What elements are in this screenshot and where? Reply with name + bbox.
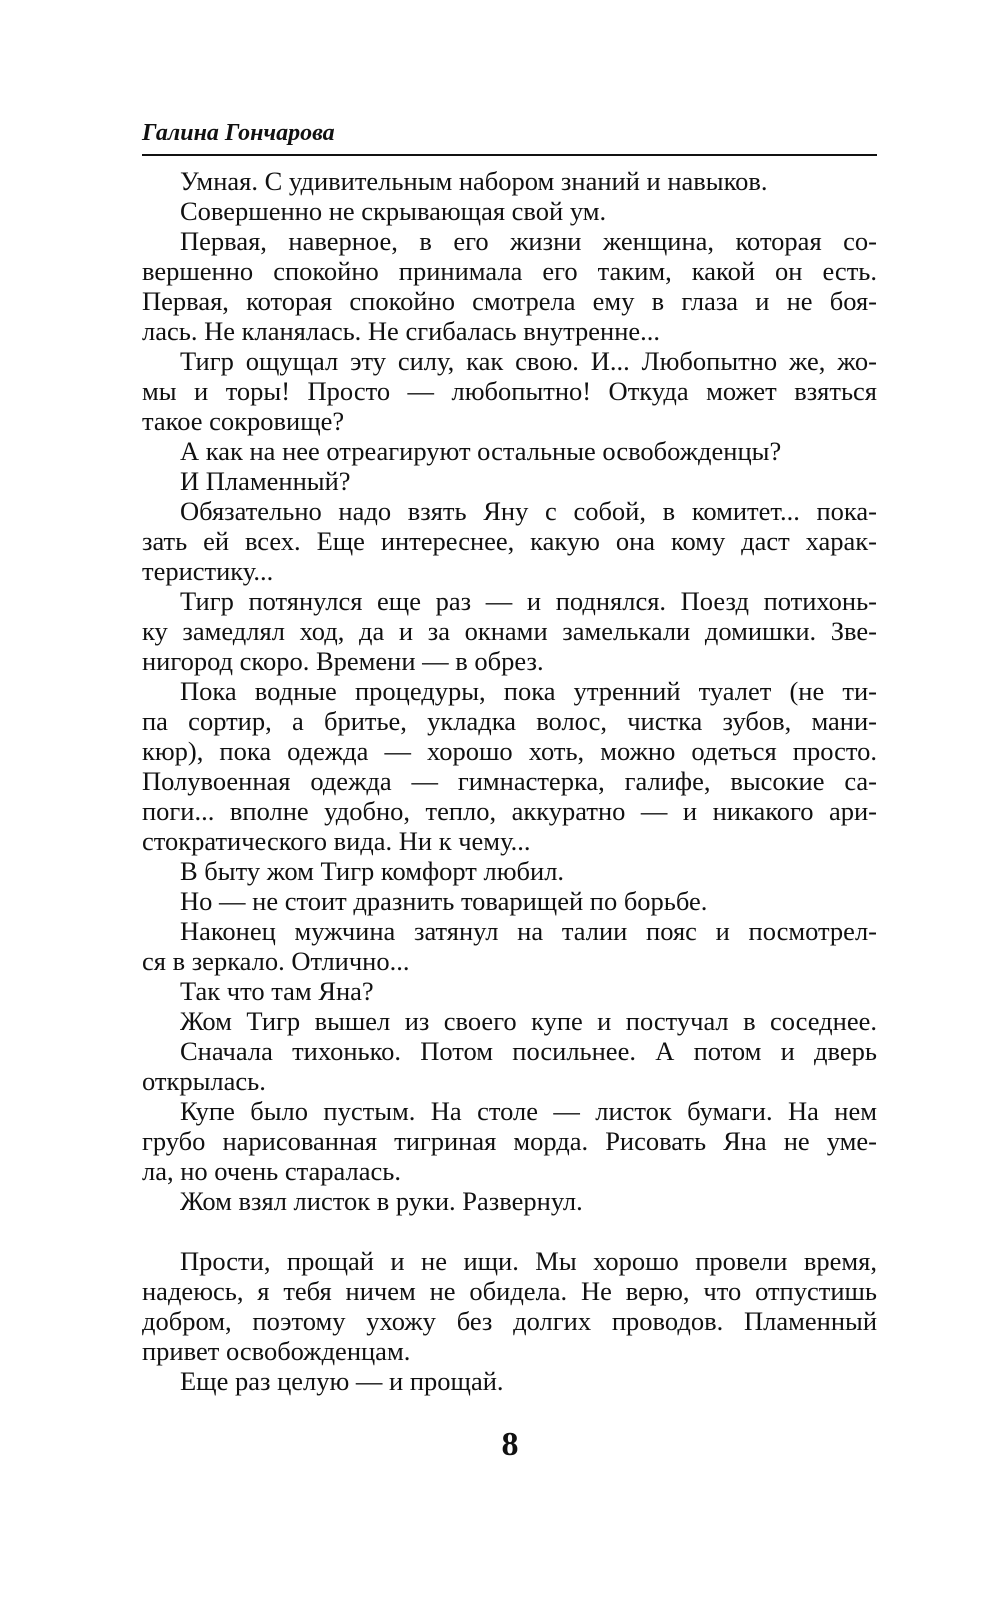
text-line: Так что там Яна? [180, 976, 374, 1006]
text-line: привет освобожденцам. [142, 1336, 411, 1366]
text-line: Пока водные процедуры, пока утренний туалет (не ти- [180, 676, 877, 706]
text-line: Прости, прощай и не ищи. Мы хорошо провели время, [180, 1246, 877, 1276]
text-line: вершенно спокойно принимала его таким, какой он есть. [142, 256, 877, 286]
text-line: Жом взял листок в руки. Развернул. [180, 1186, 583, 1216]
text-line: Первая, которая спокойно смотрела ему в глаза и не боя- [142, 286, 877, 316]
text-line: Наконец мужчина затянул на талии пояс и посмотрел- [180, 916, 877, 946]
text-line: нигород скоро. Времени — в обрез. [142, 646, 544, 676]
text-line: Жом Тигр вышел из своего купе и постучал в соседнее. [180, 1006, 877, 1036]
paragraph-gap [142, 1216, 877, 1246]
body-text [142, 166, 877, 1396]
text-line: па сортир, а бритье, укладка волос, чистка зубов, мани- [142, 706, 877, 736]
text-line: Еще раз целую — и прощай. [180, 1366, 504, 1396]
text-line: зать ей всех. Еще интереснее, какую она кому даст харак- [142, 526, 877, 556]
text-line: Купе было пустым. На столе — листок бумаги. На нем [180, 1096, 877, 1126]
text-line: поги... вполне удобно, тепло, аккуратно — и никакого ари- [142, 796, 877, 826]
text-line: мы и торы! Просто — любопытно! Откуда может взяться [142, 376, 877, 406]
text-line: добром, поэтому ухожу без долгих проводов. Пламенный [142, 1306, 877, 1336]
page-number: 8 [501, 1426, 519, 1463]
text-line: Но — не стоит дразнить товарищей по борьбе. [180, 886, 708, 916]
text-line: грубо нарисованная тигриная морда. Рисовать Яна не уме- [142, 1126, 877, 1156]
text-line: Тигр потянулся еще раз — и поднялся. Поезд потихонь- [180, 586, 877, 616]
text-line: лась. Не кланялась. Не сгибалась внутренне... [142, 316, 661, 346]
text-line: Тигр ощущал эту силу, как свою. И... Любопытно же, жо- [180, 346, 877, 376]
text-line: А как на нее отреагируют остальные освобожденцы? [180, 436, 782, 466]
text-line: ла, но очень старалась. [142, 1156, 401, 1186]
text-line: Сначала тихонько. Потом посильнее. А потом и дверь [180, 1036, 877, 1066]
text-line: ся в зеркало. Отлично... [142, 946, 410, 976]
text-line: ку замедлял ход, да и за окнами замелькали домишки. Зве- [142, 616, 877, 646]
text-line: теристику... [142, 556, 274, 586]
text-line: Умная. С удивительным набором знаний и навыков. [180, 166, 768, 196]
text-line: такое сокровище? [142, 406, 345, 436]
text-line: И Пламенный? [180, 466, 351, 496]
text-line: Первая, наверное, в его жизни женщина, которая со- [180, 226, 877, 256]
text-line: Полувоенная одежда — гимнастерка, галифе, высокие са- [142, 766, 877, 796]
text-line: стократического вида. Ни к чему... [142, 826, 531, 856]
text-line: Обязательно надо взять Яну с собой, в комитет... пока- [180, 496, 877, 526]
text-line: надеюсь, я тебя ничем не обидела. Не верю, что отпустишь [142, 1276, 877, 1306]
text-line: открылась. [142, 1066, 266, 1096]
text-line: В быту жом Тигр комфорт любил. [180, 856, 565, 886]
running-header [142, 118, 877, 156]
text-line: Совершенно не скрывающая свой ум. [180, 196, 607, 226]
author-name: Галина Гончарова [142, 120, 335, 146]
text-line: кюр), пока одежда — хорошо хоть, можно одеться просто. [142, 736, 877, 766]
